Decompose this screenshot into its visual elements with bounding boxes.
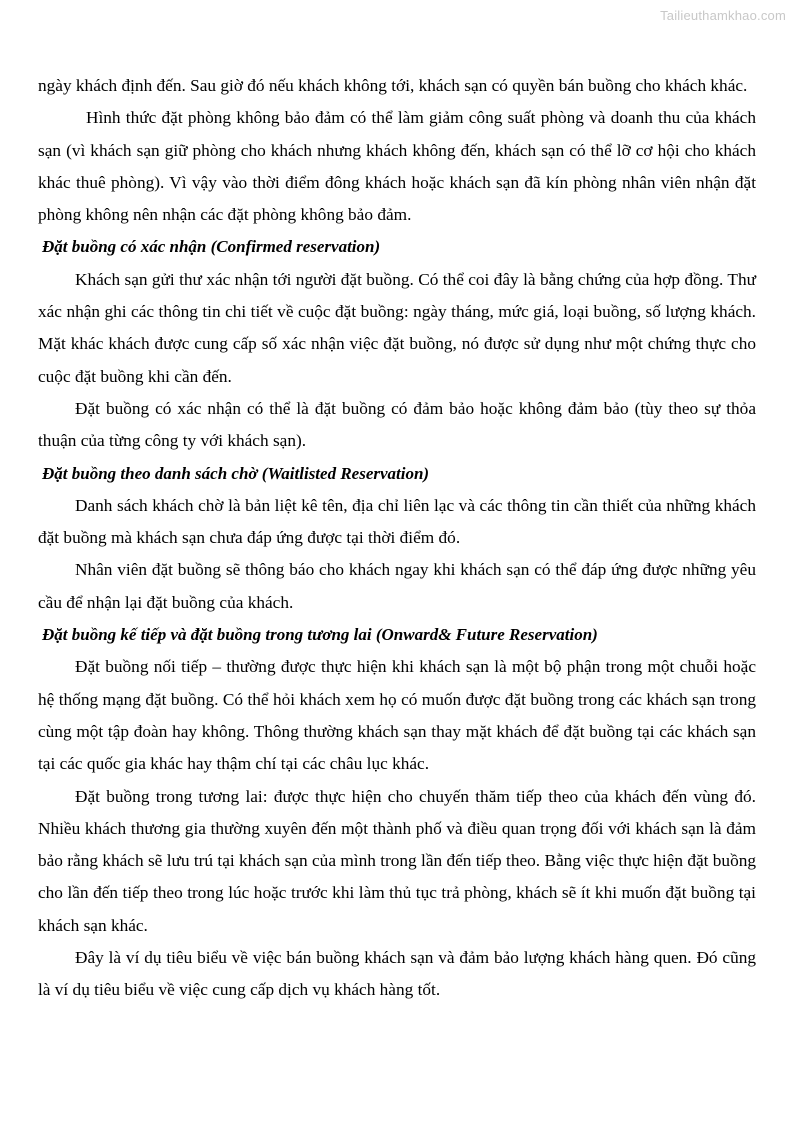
heading-waitlisted-reservation: Đặt buồng theo danh sách chờ (Waitlisted Reservation) — [42, 463, 430, 483]
document-body — [38, 70, 756, 1007]
heading-onward-future-reservation: Đặt buồng kế tiếp và đặt buồng trong tương lai (Onward& Future Reservation) — [42, 625, 598, 645]
watermark-text: Tailieuthamkhao.com — [660, 8, 786, 23]
heading-confirmed-reservation: Đặt buồng có xác nhận (Confirmed reservation) — [42, 237, 381, 257]
paragraph-continued: ngày khách định đến. Sau giờ đó nếu khách không tới, khách sạn có quyền bán buồng cho khách khác. — [38, 76, 748, 95]
paragraph-future-reservation: Đặt buồng trong tương lai: được thực hiện cho chuyến thăm tiếp theo của khách đến vùng đó. Nhiều khách thương gia thường xuyên đến một thành phố và điều quan trọng đối với khách sạn là đảm bảo rằng khách sẽ lưu trú tại khách sạn của mình trong lần đến tiếp theo. Bằng việc thực hiện đặt buồng cho lần đến tiếp theo trong lúc hoặc trước khi làm thủ tục trả phòng, khách sẽ ít khi muốn đặt buồng tại khách sạn khác. — [38, 786, 756, 935]
paragraph-waitlist-notify: Nhân viên đặt buồng sẽ thông báo cho khách ngay khi khách sạn có thể đáp ứng được những yêu cầu để nhận lại đặt buồng của khách. — [38, 560, 756, 612]
paragraph-onward-reservation: Đặt buồng nối tiếp – thường được thực hiện khi khách sạn là một bộ phận trong một chuỗi hoặc hệ thống mạng đặt buồng. Có thể hỏi khách xem họ có muốn được đặt buồng trong các khách sạn trong cùng một tập đoàn hay không. Thông thường khách sạn thay mặt khách để đặt buồng tại các khách sạn tại các quốc gia khác hay thậm chí tại các châu lục khác. — [38, 657, 756, 774]
paragraph-waitlist-definition: Danh sách khách chờ là bản liệt kê tên, địa chỉ liên lạc và các thông tin cần thiết của những khách đặt buồng mà khách sạn chưa đáp ứng được tại thời điểm đó. — [38, 495, 756, 548]
paragraph-confirmed-type: Đặt buồng có xác nhận có thể là đặt buồng có đảm bảo hoặc không đảm bảo (tùy theo sự thỏa thuận của từng công ty với khách sạn). — [38, 398, 756, 451]
paragraph-example-service: Đây là ví dụ tiêu biểu về việc bán buồng khách sạn và đảm bảo lượng khách hàng quen. Đó cũng là ví dụ tiêu biểu về việc cung cấp dịch vụ khách hàng tốt. — [38, 948, 756, 1000]
paragraph-unsecured-booking: Hình thức đặt phòng không bảo đảm có thể làm giảm công suất phòng và doanh thu của khách sạn (vì khách sạn giữ phòng cho khách nhưng khách không đến, khách sạn có thể lỡ cơ hội cho khách khác thuê phòng). Vì vậy vào thời điểm đông khách hoặc khách sạn đã kín phòng nhân viên nhận đặt phòng không nên nhận các đặt phòng không bảo đảm. — [38, 108, 756, 225]
paragraph-confirmed-letter: Khách sạn gửi thư xác nhận tới người đặt buồng. Có thể coi đây là bằng chứng của hợp đồng. Thư xác nhận ghi các thông tin chi tiết về cuộc đặt buồng: ngày tháng, mức giá, loại buồng, số lượng khách. Mặt khác khách được cung cấp số xác nhận việc đặt buồng, nó được sử dụng như một chứng thực cho cuộc đặt buồng khi cần đến. — [38, 269, 756, 386]
